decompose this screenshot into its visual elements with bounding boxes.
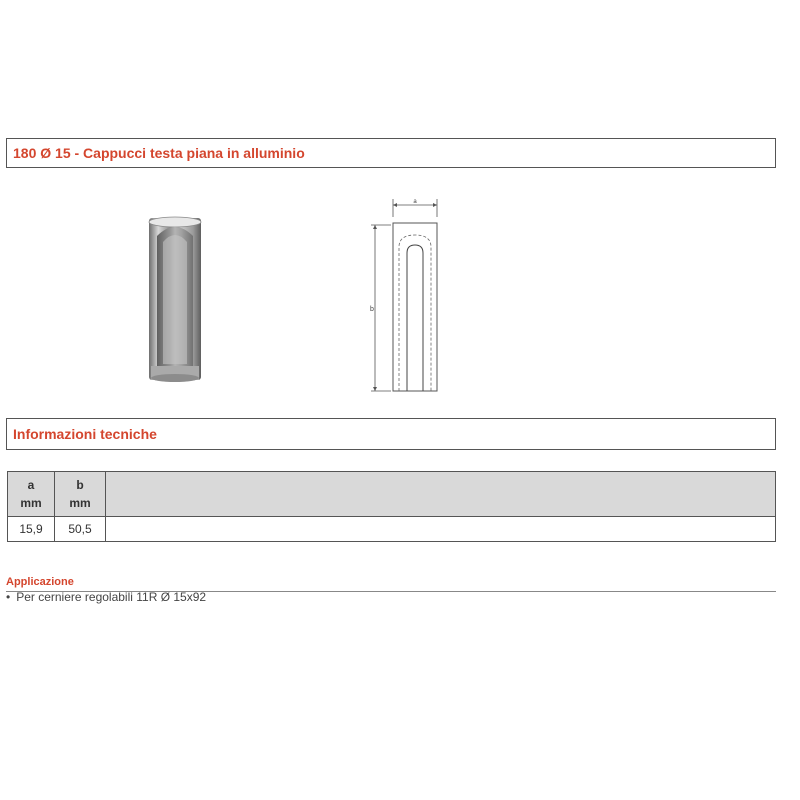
- column-header-letter: b: [76, 478, 84, 492]
- column-header-letter: a: [27, 478, 35, 492]
- column-header-a: [8, 472, 55, 517]
- column-header-unit: mm: [69, 496, 91, 510]
- application-heading-bar: [6, 572, 776, 592]
- table-cell-a: 15,9: [8, 517, 55, 542]
- table-cell-b: 50,5: [55, 517, 106, 542]
- technical-info-box: [6, 418, 776, 450]
- application-heading: Applicazione: [6, 576, 74, 588]
- column-header-empty: [106, 472, 776, 517]
- product-title-box: [6, 138, 776, 168]
- column-header-b: [55, 472, 106, 517]
- table-header-row: [8, 472, 776, 517]
- application-item-text: Per cerniere regolabili 11R Ø 15x92: [16, 590, 207, 604]
- technical-drawing: [365, 195, 455, 400]
- product-title: 180 Ø 15 - Cappucci testa piana in alluminio: [13, 145, 305, 161]
- list-item: [6, 590, 206, 604]
- technical-info-heading: Informazioni tecniche: [13, 426, 157, 442]
- application-list: [6, 590, 206, 604]
- product-photo: [145, 216, 205, 389]
- column-header-unit: mm: [20, 496, 42, 510]
- bullet-icon: •: [6, 590, 11, 604]
- dimensions-table: [7, 471, 776, 542]
- dimension-a-label: a: [413, 199, 417, 205]
- table-row: [8, 517, 776, 542]
- dimension-b-label: b: [370, 306, 374, 313]
- table-cell-empty: [106, 517, 776, 542]
